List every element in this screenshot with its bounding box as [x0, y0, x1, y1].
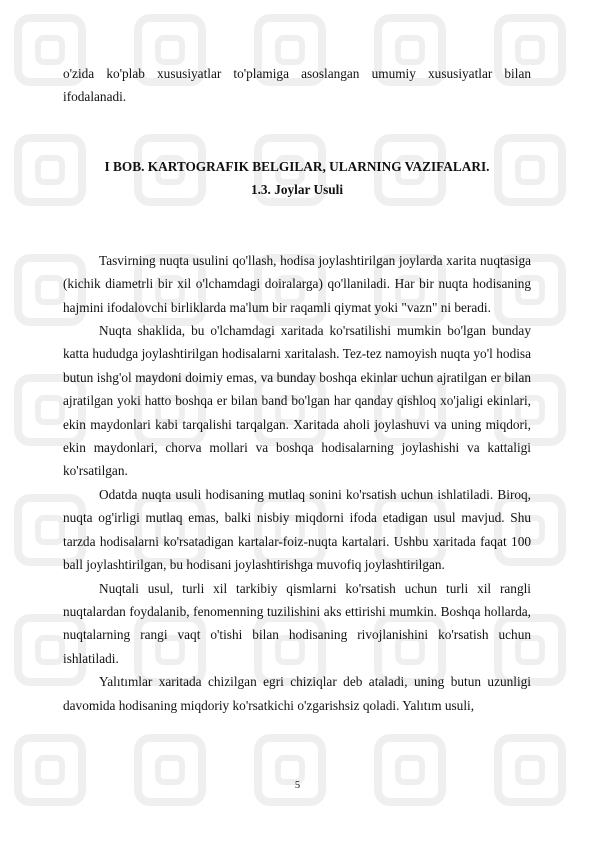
- body-paragraph: Nuqtali usul, turli xil tarkibiy qismlarni ko'rsatish uchun turli xil rangli nuqtalardan foydalanib, fenomenning tuzilishini aks ettirishi mumkin. Boshqa hollarda, nuqtalarning rangi vaqt o'tishi bilan hodisaning rivojlanishini ko'rsatish uchun ishlatiladi.: [63, 580, 531, 666]
- page-number: 5: [294, 780, 301, 791]
- body-paragraph: Nuqta shaklida, bu o'lchamdagi xaritada ko'rsatilishi mumkin bo'lgan bunday katta hududga joylashtirilgan hodisalarni xaritalash. Tez-tez namoyish nuqta yo'l hodisa butun ishg'ol maydoni doimiy emas, va bunday boshqa ekinlar uchun ajratilgan er bilan ajratilgan yoki hatto boshqa er bilan band bo'lgan har qanday qishloq xo'jaligi ekinlari, ekin maydonlari kabi tarqalishi tarqalgan. Xaritada aholi joylashuvi va uning miqdori, ekin maydonlari, chorva mollari va boshqa hodisalarning joylashishi va kattaligi ko'rsatilgan.: [63, 323, 531, 479]
- chapter-heading: I BOB. KARTOGRAFIK BELGILAR, ULARNING VAZIFALARI.: [104, 158, 490, 174]
- body-paragraph: Odatda nuqta usuli hodisaning mutlaq sonini ko'rsatish uchun ishlatiladi. Biroq, nuqta og'irligi mutlaq emas, balki nisbiy miqdorni ifoda etadigan usul mavjud. Shu tarzda hodisalarni ko'rsatadigan kartalar-foiz-nuqta kartalari. Ushbu xaritada faqat 100 ball joylashtirilgan, bu hodisani joylashtirishga muvofiq joylashtirilgan.: [63, 486, 531, 573]
- intro-paragraph: o'zida ko'plab xususiyatlar to'plamiga asoslangan umumiy xususiyatlar bilan ifodalanadi.: [63, 66, 531, 105]
- section-heading: 1.3. Joylar Usuli: [250, 181, 344, 197]
- body-paragraph: Yalıtımlar xaritada chizilgan egri chiziqlar deb ataladi, uning butun uzunligi davomida hodisaning miqdoriy ko'rsatkichi o'zgarishsiz qoladi. Yalıtım usuli,: [63, 674, 531, 713]
- body-paragraph: Tasvirning nuqta usulini qo'llash, hodisa joylashtirilgan joylarda xarita nuqtasiga (kichik diametrli bir xil o'lchamdagi doiralarga) qo'llaniladi. Har bir nuqta hodisaning hajmini ifodalovchi birliklarda ma'lum bir raqamli qiymat yoki "vazn" ni beradi.: [63, 252, 531, 315]
- document-page: [63, 62, 531, 717]
